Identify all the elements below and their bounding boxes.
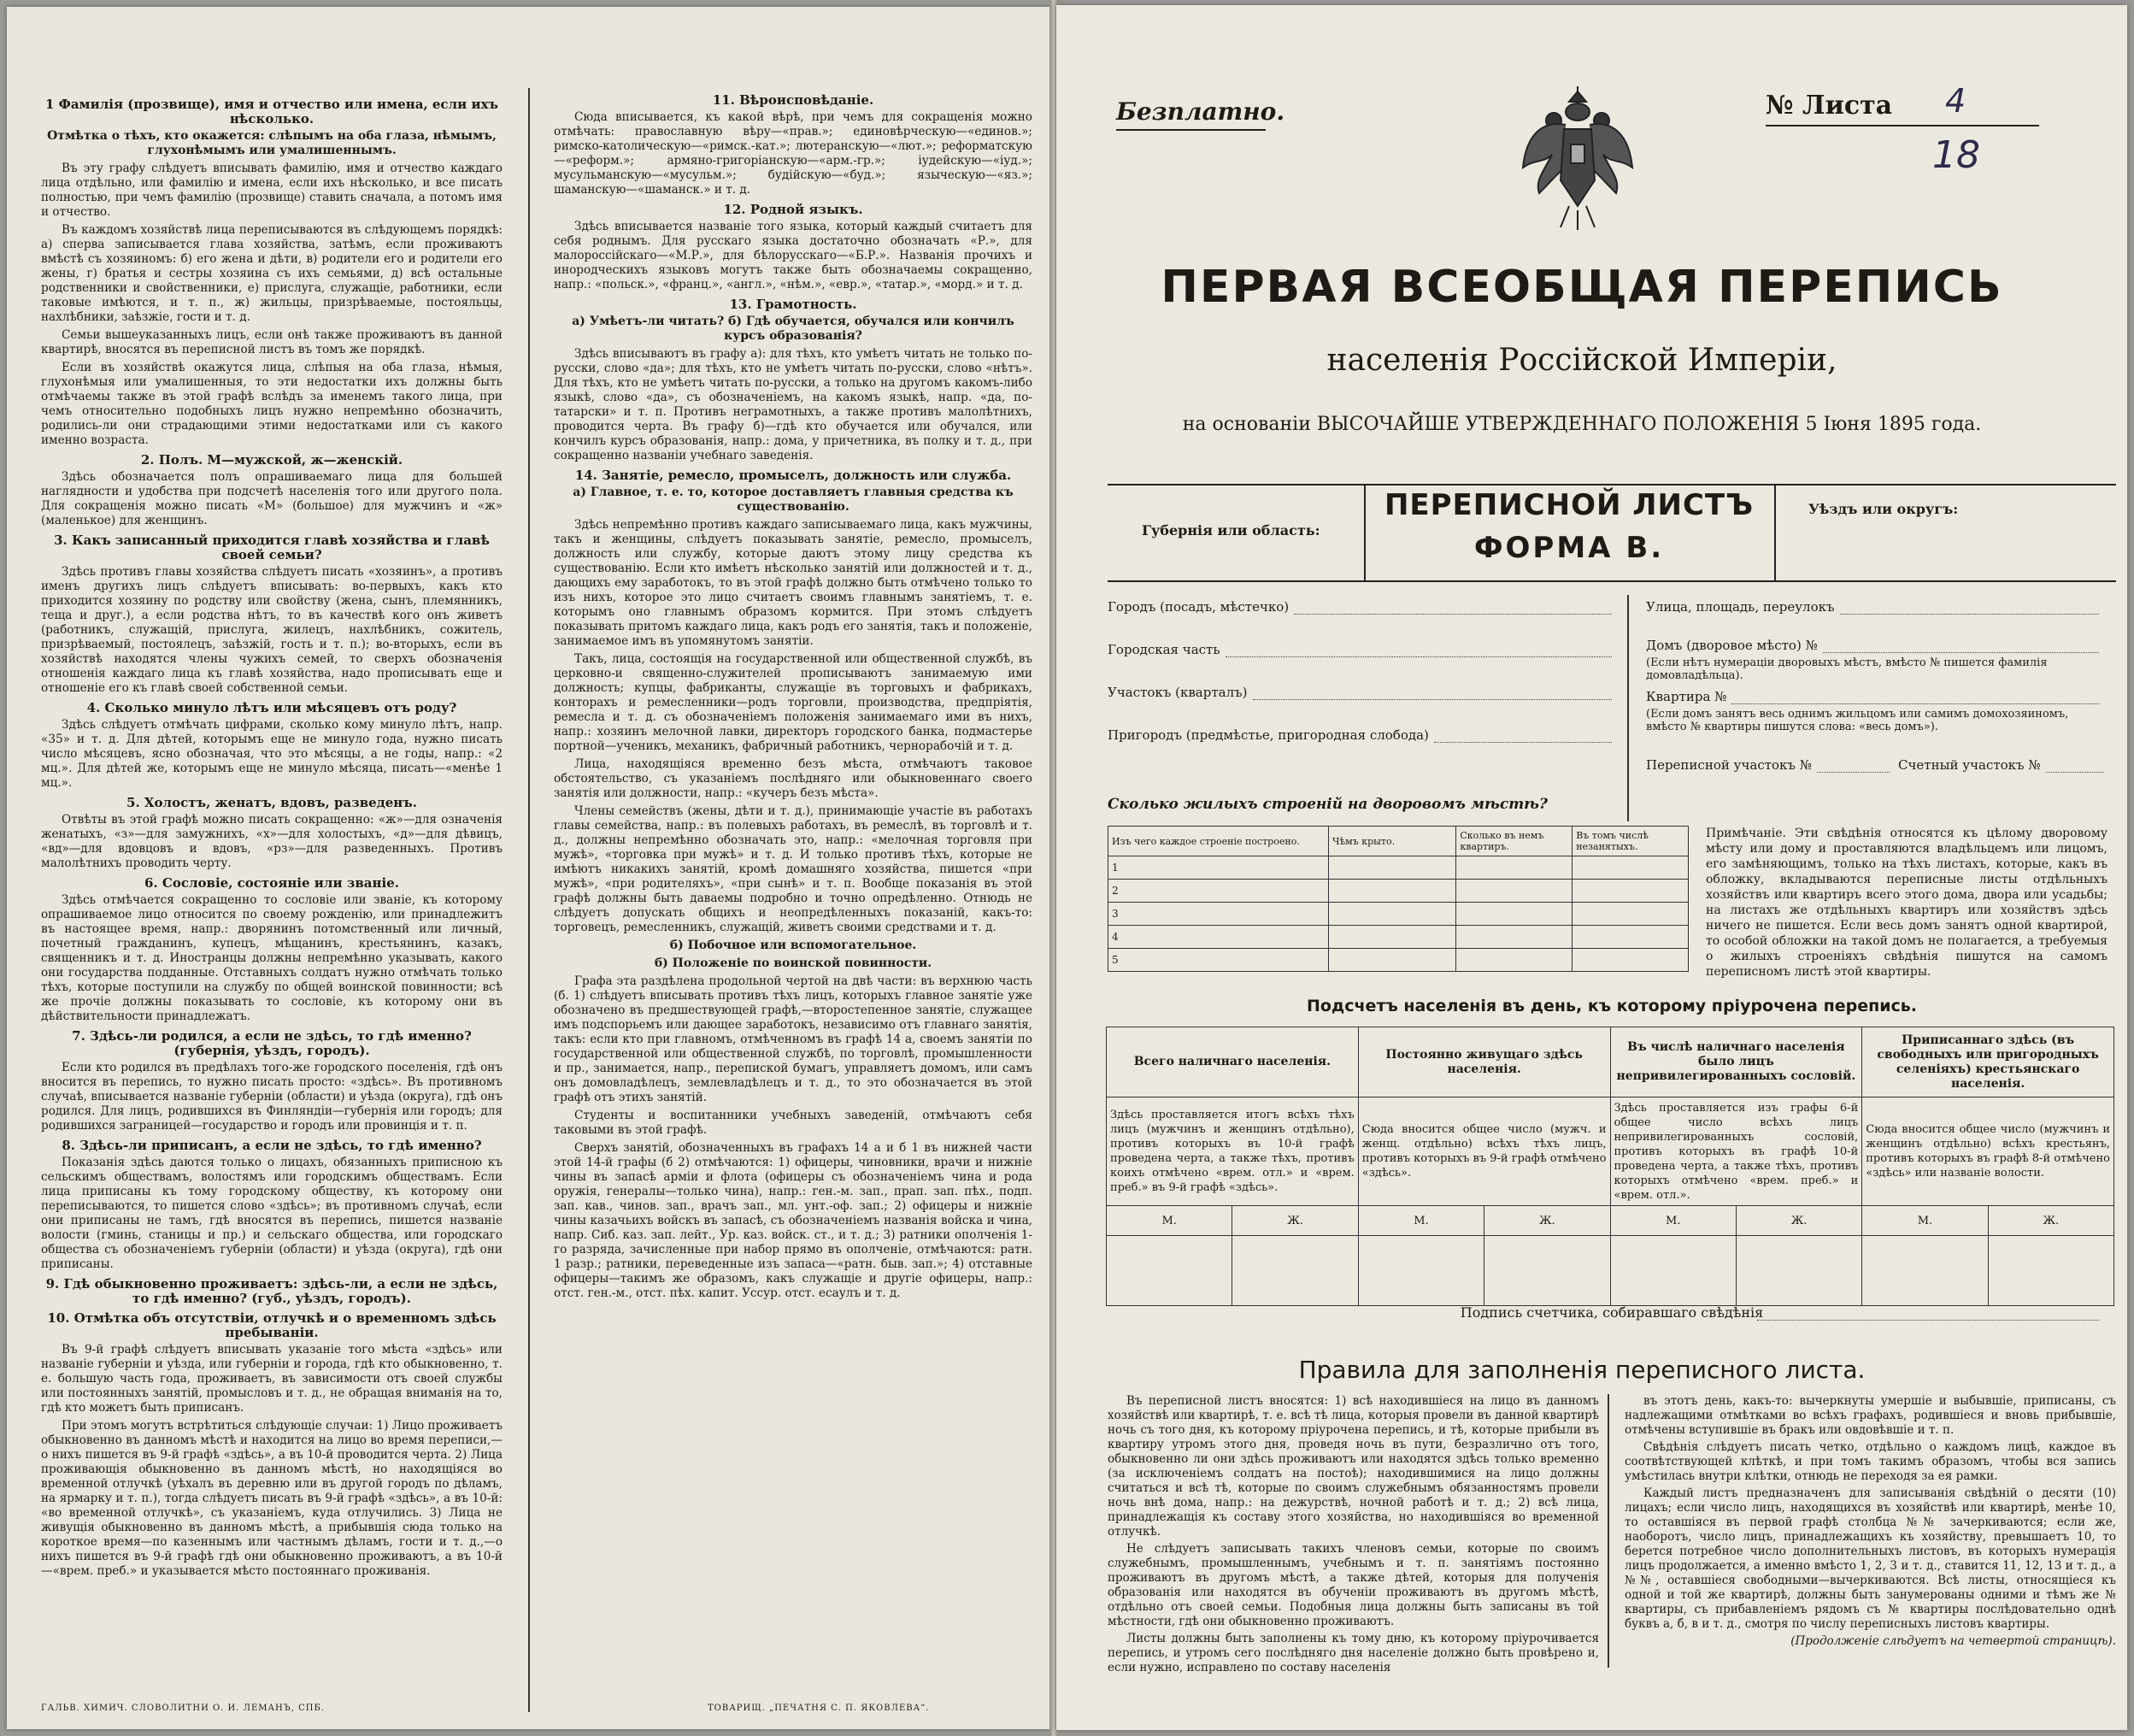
census-main-title: ПЕРВАЯ ВСЕОБЩАЯ ПЕРЕПИСЬ [1161,262,2003,313]
paragraph: Если кто родился въ предѣлахъ того-же городского поселенія, гдѣ онъ вносится въ перепись, то нужно писать просто: «здѣсь». Въ противномъ случаѣ, вписывается названіе губерніи (области) и уѣзда (округа), гдѣ онъ родился. Для лицъ, родившихся въ Финляндіи—губернія или городъ; для родившихся заграницей—государство и городъ или провинція и т. п. [41,1061,503,1133]
population-table [1106,1027,2114,1306]
apartment-note: (Если домъ занятъ весь однимъ жильцомъ или самимъ домохозяиномъ, вмѣсто № квартиры пишутся слова: «весь домъ»). [1646,708,2069,733]
pop-header-permanent: Постоянно живущаго здѣсь населенія. [1358,1027,1610,1098]
pop-value-cell[interactable] [1107,1236,1232,1306]
field-counting-precinct[interactable] [1898,757,2103,773]
paragraph: Сверхъ занятій, обозначенныхъ въ графахъ 14 а и б 1 въ нижней части этой 14-й графы (б 2) отмѣчаются: 1) офицеры, чиновники, врачи и нижніе чины въ запасѣ арміи и флота (офицеры съ обозначеніемъ чина и рода оружія, генералы—только чина), напр.: ген.-м. зап., прап. зап. пѣх., подп. зап. кав., чинов. зап., врачъ зап., мл. унт.-оф. зап.; 2) офицеры и нижніе чины казачьихъ войскъ въ запасѣ, съ обозначеніемъ названія войска и чина, напр. Сиб. каз. зап. лейт., Ур. каз. войск. ст., и т. д.; 3) ратники ополченія 1-го разряда, зачисленные при набор прямо въ ополченіе, отмѣчаются: ратн. 1 разр.; ратники, переведенные изъ запаса—«ратн. быв. зап.»; 4) отставные офицеры—такимъ же образомъ, какъ служащіе и другіе офицеры, напр.: отст. ген.-м., отст. пѣх. капит. Уссур. отст. есаулъ и т. д. [554,1141,1032,1300]
rule-paragraph: Не слѣдуетъ записывать такихъ членовъ семьи, которые по своимъ служебнымъ, промышленнымъ, учебнымъ и т. п. занятіямъ постоянно проживаютъ въ другомъ мѣстѣ, а также дѣтей, которыя для полученія образованія или находятся въ обученіи проживаютъ въ другомъ мѣстѣ, отдѣльно отъ своей семьи. Подобныя лица должны быть записаны въ той мѣстности, гдѣ они обыкновенно проживаютъ. [1108,1542,1599,1628]
table-row [1108,856,1689,880]
rule-paragraph: Листы должны быть заполнены къ тому дню, къ которому пріурочивается перепись, и утромъ сего послѣдняго дня населеніе должно быть провѣрено и, если нужно, исправлено по составу населенія [1108,1632,1599,1674]
handwritten-sheet-number: 4 [1945,82,1966,120]
pop-male-label: М. [1358,1206,1484,1236]
rules-divider [1608,1394,1609,1668]
paragraph: Отвѣты въ этой графѣ можно писать сокращенно: «ж»—для означенія женатыхъ, «з»—для замужнихъ, «х»—для холостыхъ, «д»—для дѣвицъ, «вд»—для вдовцовъ и вдовъ, «рз»—для разведенныхъ. Противъ малолѣтнихъ проводить черту. [41,813,503,870]
paragraph: Семьи вышеуказанныхъ лицъ, если онѣ также проживаютъ въ данной квартирѣ, вносятся въ переписной листъ въ томъ же порядкѣ. [41,328,503,356]
section-heading: 10. Отмѣтка объ отсутствіи, отлучкѣ и о временномъ здѣсь пребываніи. [47,1310,497,1340]
continued-note: (Продолженіе слѣдуетъ на четвертой страницѣ). [1790,1634,2116,1648]
section-heading: 1 Фамилія (прозвище), имя и отчество или имена, если ихъ нѣсколько. [44,97,499,127]
form-top-rule [1108,484,2116,485]
form-bottom-rule [1108,580,2116,582]
pop-value-cell[interactable] [1862,1236,1988,1306]
section-heading: 11. Вѣроисповѣданіе. [712,92,874,108]
form-header-block [1108,484,2116,582]
paragraph: При этомъ могутъ встрѣтиться слѣдующіе случаи: 1) Лицо проживаетъ обыкновенно въ данномъ мѣстѣ и находится на лицо во время переписи,—о нихъ пишется въ 9-й графѣ «здѣсь», а въ 10-й проводится черта. 2) Лица проживающія обыкновенно въ данномъ мѣстѣ, но находящіяся во временной отлучкѣ (уѣхалъ въ деревню или въ другой городъ по дѣламъ, на ярмарку и т. п.), тогда слѣдуетъ писать въ 9-й графѣ «здѣсь», а въ 10-й: «во временной отлучкѣ», съ указаніемъ, куда отлучились. 3) Лица не живущія обыкновенно въ данномъ мѣстѣ, а прибывшія сюда только на короткое время—по казеннымъ или частнымъ дѣламъ, гости и т. д.,—о нихъ пишется въ 9-й графѣ гдѣ они обыкновенно проживаютъ, а въ 10-й—«врем. преб.» и указывается мѣсто постояннаго проживанія. [41,1419,503,1578]
dwelling-cell[interactable] [1329,880,1456,903]
section-subheading: б) Побочное или вспомогательное. [669,939,917,952]
house-note: (Если нѣтъ нумераціи дворовыхъ мѣстъ, вмѣсто № пишется фамилія домовладѣльца). [1646,656,2048,682]
field-suburb[interactable] [1108,727,1612,743]
field-house-label: Домъ (дворовое мѣсто) № [1646,638,1818,653]
pop-header-unprivileged: Въ числѣ наличнаго населенія было лицъ непривилегированныхъ сословій. [1610,1027,1862,1098]
paragraph: Такъ, лица, состоящія на государственной или общественной службѣ, въ церковно-и священно-служителей прописываютъ занимаемую ими должность; купцы, фабриканты, служащіе въ торговыхъ и фабрикахъ, конторахъ и ремесленники—родъ торговли, производства, предпріятія, ремесла и т. д. съ обозначеніемъ положенія занимаемаго ими въ нихъ, напр.: хозяинъ мелочной лавки, директоръ городского банка, подмастерье портной—ученикъ, механикъ, фабричный работникъ, чернорабочій и т. д. [554,652,1032,753]
field-apartment[interactable] [1646,689,2099,704]
paragraph: Въ каждомъ хозяйствѣ лица переписываются въ слѣдующемъ порядкѣ: а) сперва записывается глава хозяйства, затѣмъ, если проживаютъ вмѣстѣ съ хозяиномъ: б) его жена и дѣти, в) родители его и родители его жены, г) братья и сестры хозяина съ ихъ семьями, д) всѣ остальные родственники и свойственники, е) прислуга, служащіе, работники, если таковые имѣются, и т. п., ж) жильцы, призрѣваемые, постояльцы, нахлѣбники, заѣзжіе, гости и т. д. [41,223,503,324]
left-page [7,7,1054,1729]
dwelling-row-number: 1 [1108,856,1329,880]
field-city-line[interactable] [1294,602,1612,615]
dwelling-cell[interactable] [1573,949,1689,972]
paragraph: Члены семействъ (жены, дѣти и т. д.), принимающіе участіе въ работахъ главы семейства, напр.: въ полевыхъ работахъ, въ ремеслѣ, въ торговлѣ и т. д., должны непремѣнно обозначать это, напр.: «мелочная торговля при мужѣ», «торговка при мужѣ» и т. д. И только противъ тѣхъ, которые не имѣютъ никакихъ занятій, кромѣ домашняго хозяйства, пишется «при мужѣ», «при родителяхъ», «при сынѣ» и т. п. Вообще показанія въ этой графѣ должны быть даваемы подробно и точно опредѣленно. Отнюдь не слѣдуетъ допускать общихъ и неопредѣленныхъ показаній, какъ-то: торговецъ, ремесленникъ, служащій, живетъ своими средствами и т. д. [554,804,1032,934]
rule-paragraph: Свѣдѣнія слѣдуетъ писать четко, отдѣльно о каждомъ лицѣ, каждое въ соотвѣтствующей клѣткѣ, и при томъ такимъ образомъ, чтобы вся запись умѣстилась внутри клѣтки, отнюдь не переходя за ея рамки. [1625,1440,2116,1483]
dwelling-cell[interactable] [1573,903,1689,926]
printer-imprint-left: ГАЛЬВ. ХИМИЧ. СЛОВОЛИТНИ О. И. ЛЕМАНЪ, СПБ. [41,1704,325,1713]
field-precinct[interactable] [1108,685,1612,700]
census-subtitle: населенія Россійской Имперіи, [1326,343,1837,378]
paragraph: Здѣсь вписываютъ въ графу а): для тѣхъ, кто умѣетъ читать не только по-русски, слово «да»; для тѣхъ, кто не умѣетъ читать по-русски, слово «нѣтъ». Для тѣхъ, кто не умѣетъ читать по-русски, а только на другомъ какомъ-либо языкѣ, слово «да», съ обозначеніемъ, на какомъ языкѣ, напр. «да, по-татарски» и т. п. Противъ неграмотныхъ, а также противъ малолѣтнихъ, проводится черта. Въ графу б)—гдѣ кто обучается или обучался, или кончилъ курсъ образованія, напр.: дома, у причетника, въ полку и т. д., при сокращенно названіи учебнаго заведенія. [554,347,1032,462]
section-subheading: б) Положеніе по воинской повинности. [654,956,932,970]
population-sex-row [1107,1206,2114,1236]
rule-paragraph: Въ переписной листъ вносятся: 1) всѣ находившіеся на лицо въ данномъ хозяйствѣ или квартирѣ, т. е. всѣ тѣ лица, которыя провели въ данной квартирѣ ночь съ того дня, къ которому пріурочена перепись, и тѣ, которые прибыли въ квартиру утромъ этого дня, проведя ночь въ пути, безразлично отъ того, обыкновенно ли они здѣсь проживаютъ или находятся здѣсь только временно (за исключеніемъ солдатъ на постоѣ); находившимися на лицо должны считаться и всѣ тѣ, которые по своимъ служебнымъ обязанностямъ провели ночь внѣ дома, напр.: на дежурствѣ, ночной работѣ и т. д.; 2) всѣ лица, принадлежащія къ составу этого хозяйства, но находившіяся во временной отлучкѣ. [1108,1394,1599,1539]
table-row [1108,880,1689,903]
section-heading: 12. Родной языкъ. [723,202,863,217]
pop-desc-unprivileged: Здѣсь проставляется изъ графы 6-й общее число всѣхъ лицъ непривилегированныхъ сословій, противъ которыхъ въ графѣ 10-й проведена черта, а также тѣхъ, противъ которыхъ отмѣчено «врем. преб.» и «врем. отл.». [1610,1098,1862,1206]
pop-value-cell[interactable] [1358,1236,1484,1306]
pop-male-label: М. [1107,1206,1232,1236]
census-sheet-title: ПЕРЕПИСНОЙ ЛИСТЪ [1384,488,1755,522]
free-underline [1116,129,1266,131]
dwelling-cell[interactable] [1573,880,1689,903]
address-divider [1627,595,1629,821]
rules-title: Правила для заполненія переписного листа. [1298,1356,1866,1384]
population-count-title: Подсчетъ населенія въ день, къ которому пріурочена перепись. [1306,997,1918,1015]
pop-value-cell[interactable] [1988,1236,2113,1306]
signature-line[interactable] [1757,1320,2099,1321]
pop-female-label: Ж. [1736,1206,1861,1236]
dwelling-cell[interactable] [1456,856,1573,880]
rule-paragraph: Каждый листъ предназначенъ для записыванія свѣдѣній о десяти (10) лицахъ; если число лицъ, находящихся въ хозяйствѣ или квартирѣ, менѣе 10, то оставшіяся въ первой графѣ столбца №№ зачеркиваются; если же, наоборотъ, число лицъ, принадлежащихъ къ хозяйству, превышаетъ 10, то берется потребное число дополнительныхъ листовъ, въ которыхъ нумерація лицъ продолжается, а именно вмѣсто 1, 2, 3 и т. д., ставится 11, 12, 13 и т. д., а №№, оставшіеся свободными—вычеркиваются. Всѣ листы, относящіеся къ одной и той же квартирѣ, должны быть занумерованы одними и тѣмъ же № квартиры, съ прибавленіемъ рядомъ съ № квартиры послѣдовательно однѣ буквъ а, б, в и т. д., смотря по числу переписныхъ листовъ квартиры. [1625,1486,2116,1631]
pop-value-cell[interactable] [1610,1236,1736,1306]
pop-value-cell[interactable] [1484,1236,1610,1306]
sheet-number-line [1766,125,2039,127]
dwelling-row-number: 2 [1108,880,1329,903]
paragraph: Сюда вписывается, къ какой вѣрѣ, при чемъ для сокращенія можно отмѣчать: православную вѣру—«прав.»; единовѣрческую—«единов.»; римско-католическую—«римск.-кат.»; лютеранскую—«лют.»; реформатскую—«реформ.»; армяно-григоріанскую—«арм.-гр.»; іудейскую—«іуд.»; мусульманскую—«мусульм.»; будійскую—«буд.»; языческую—«яз.»; шаманскую—«шаманск.» и т. д. [554,110,1032,197]
dwelling-cell[interactable] [1456,903,1573,926]
section-subheading: Отмѣтка о тѣхъ, кто окажется: слѣпымъ на оба глаза, нѣмымъ, глухонѣмымъ или умалишеннымъ. [47,129,497,157]
pop-value-cell[interactable] [1736,1236,1861,1306]
section-heading: 9. Гдѣ обыкновенно проживаетъ: здѣсь-ли, а если не здѣсь, то гдѣ именно? (губ., уѣздъ, городъ). [45,1276,498,1306]
dwelling-cell[interactable] [1329,856,1456,880]
rule-paragraph: въ этотъ день, какъ-то: вычеркнуты умершіе и выбывшіе, приписаны, съ надлежащими отмѣтками во всѣхъ графахъ, родившіеся и вновь прибывшіе, отмѣчены вступившіе въ бракъ или овдовѣвшіе и т. п. [1625,1394,2116,1437]
paragraph: Здѣсь отмѣчается сокращенно то сословіе или званіе, къ которому опрашиваемое лицо относится по своему рожденію, или принадлежитъ въ настоящее время, напр.: дворянинъ потомственный или личный, почетный гражданинъ, купецъ, мѣщанинъ, крестьянинъ, казакъ, священникъ и т. д. Иностранцы должны непремѣнно указывать, какого они государства подданные. Отставныхъ солдатъ нужно отмѣчать только тѣхъ, которые поступили на службу по общей воинской повинности; всѣ же прочіе должны показывать то сословіе, къ которому они въ дѣйствительности принадлежатъ. [41,893,503,1023]
paragraph: Здѣсь обозначается полъ опрашиваемаго лица для большей наглядности и удобства при подсчетѣ населенія того или другого пола. Для сокращенія можно писать «М» (большое) для мужчинъ и «ж» (маленькое) для женщинъ. [41,470,503,527]
field-apartment-line[interactable] [1731,691,2099,704]
dwelling-cell[interactable] [1329,903,1456,926]
field-apartment-label: Квартира № [1646,689,1727,704]
section-heading: 4. Сколько минуло лѣтъ или мѣсяцевъ отъ роду? [86,700,457,715]
dwellings-header-vacant: Въ томъ числѣ незанятыхъ. [1573,827,1689,856]
field-city-label: Городъ (посадъ, мѣстечко) [1108,599,1290,615]
dwelling-cell[interactable] [1573,856,1689,880]
dwellings-header-row [1108,827,1689,856]
paragraph: Если въ хозяйствѣ окажутся лица, слѣпыя на оба глаза, нѣмыя, глухонѣмыя или умалишенныя, то эти недостатки ихъ должны быть отмѣчаемы также въ этой графѣ вслѣдъ за именемъ такого лица, при чемъ относительно подобныхъ лицъ нужно непремѣнно обозначить, родились-ли они страдающими этими недостатками или съ какого именно возраста. [41,361,503,447]
table-row [1108,903,1689,926]
dwellings-note: Примѣчаніе. Эти свѣдѣнія относятся къ цѣлому дворовому мѣсту или дому и проставляются владѣльцемъ или лицомъ, его замѣняющимъ, только на тѣхъ листахъ, которые, какъ въ обложку, вкладываются переписные листы отдѣльныхъ хозяйствъ или квартиръ всего этого дома, двора или усадьбы; на листахъ же отдѣльныхъ квартиръ или хозяйствъ здѣсь ничего не пишется. Если весь домъ занятъ одной квартирой, то особой обложки на такой домъ не полагается, а требуемыя о жилыхъ строеніяхъ свѣдѣнія пишутся на самомъ переписномъ листѣ этой квартиры. [1706,827,2108,979]
rules-column-a [1108,1394,1599,1678]
paragraph: Здѣсь слѣдуетъ отмѣчать цифрами, сколько кому минуло лѣтъ, напр. «35» и т. д. Для дѣтей, которымъ еще не минуло года, нужно писать число мѣсяцевъ, ясно обозначая, что это мѣсяцы, а не годы, напр.: «2 мц.». Для дѣтей же, которымъ еще не минуло мѣсяца, писать—«менѣе 1 мц.». [41,718,503,790]
field-precinct-label: Участокъ (кварталъ) [1108,685,1248,700]
field-census-precinct-line[interactable] [1817,760,1890,773]
dwelling-row-number: 4 [1108,926,1329,949]
pop-desc-total: Здѣсь проставляется итогъ всѣхъ тѣхъ лицъ (мужчинъ и женщинъ отдѣльно), противъ которыхъ въ 10-й графѣ проведена черта, а также тѣхъ, противъ коихъ отмѣчено «врем. отл.» и «врем. преб.» въ 9-й графѣ «здѣсь». [1107,1098,1359,1206]
enumerator-signature-label: Подпись счетчика, собиравшаго свѣдѣнія [1460,1304,1764,1321]
county-label: Уѣздъ или округъ: [1808,501,1959,517]
dwelling-cell[interactable] [1456,880,1573,903]
pop-female-label: Ж. [1484,1206,1610,1236]
form-divider-right [1774,484,1776,582]
paragraph: Студенты и воспитанники учебныхъ заведеній, отмѣчаютъ себя таковыми въ этой графѣ. [554,1109,1032,1137]
section-subheading: а) Главное, т. е. то, которое доставляетъ главныя средства къ существованію. [573,485,1014,514]
column-divider [528,88,530,1712]
paragraph: Здѣсь противъ главы хозяйства слѣдуетъ писать «хозяинъ», а противъ именъ другихъ лицъ слѣдуетъ вписывать: во-первыхъ, какъ кто приходится хозяину по родству или свойству (жена, сынъ, племянникъ, теща и друг.), а если родства нѣтъ, то въ качествѣ кого онъ живетъ (работникъ, служащій, прислуга, жилецъ, нахлѣбникъ, сожитель, призрѣваемый, постоялецъ, заѣзжій, гость и т. п.); во-вторыхъ, если въ хозяйствѣ находятся члены чужихъ семей, то сверхъ обозначенія отношенія каждаго лица къ главѣ хозяйства, надо прописывать еще и отношеніе его къ главѣ своей собственной семьи. [41,565,503,695]
instructions-column-a [41,92,503,1582]
section-heading: 2. Полъ. М—мужской, ж—женскій. [140,452,403,468]
field-house[interactable] [1646,638,2099,653]
section-heading: 13. Грамотность. [729,297,857,312]
section-heading: 8. Здѣсь-ли приписанъ, а если не здѣсь, то гдѣ именно? [62,1138,482,1153]
sheet-number-label: № Листа [1766,91,1893,121]
field-house-line[interactable] [1823,640,2099,653]
pop-desc-permanent: Сюда вносится общее число (мужч. и женщ. отдѣльно) всѣхъ тѣхъ лицъ, противъ которыхъ въ 9-й графѣ отмѣчено «здѣсь». [1358,1098,1610,1206]
paragraph: Показанія здѣсь даются только о лицахъ, обязанныхъ приписною къ сельскимъ обществамъ, волостямъ или городскимъ обществамъ. Если лица приписаны къ тому городскому обществу, къ которому они переписываются, то пишется слово «здѣсь»; въ противномъ случаѣ, если они приписаны не тамъ, гдѣ вносятся въ перепись, пишется названіе волости (гминь, станицы и пр.) и сельскаго общества, или городскаго общества съ обозначеніемъ губерніи (области) и уѣзда (округа), гдѣ они приписаны. [41,1156,503,1271]
field-precinct-line[interactable] [1253,687,1613,700]
dwelling-cell[interactable] [1456,949,1573,972]
double-headed-eagle-emblem [1518,86,1637,232]
right-page [1056,5,2127,1730]
field-census-precinct[interactable] [1646,757,1890,773]
pop-male-label: М. [1862,1206,1988,1236]
dwelling-row-number: 3 [1108,903,1329,926]
section-heading: 6. Сословіе, состояніе или званіе. [144,875,399,891]
dwelling-row-number: 5 [1108,949,1329,972]
handwritten-annotation: 18 [1932,133,1980,177]
dwellings-header-material: Изъ чего каждое строеніе построено. [1108,827,1329,856]
pop-male-label: М. [1610,1206,1736,1236]
dwelling-cell[interactable] [1573,926,1689,949]
population-description-row [1107,1098,2114,1206]
dwelling-cell[interactable] [1329,926,1456,949]
pop-header-total: Всего наличнаго населенія. [1107,1027,1359,1098]
dwelling-cell[interactable] [1456,926,1573,949]
legal-basis: на основаніи ВЫСОЧАЙШЕ УТВЕРЖДЕННАГО ПОЛОЖЕНІЯ 5 Іюня 1895 года. [1182,414,1982,435]
section-heading: 14. Занятіе, ремесло, промыселъ, должность или служба. [574,468,1012,483]
section-heading: 3. Какъ записанный приходится главѣ хозяйства и главѣ своей семьи? [54,533,490,562]
paragraph: Графа эта раздѣлена продольной чертой на двѣ части: въ верхнюю часть (б. 1) слѣдуетъ вписывать противъ тѣхъ лицъ, которыхъ главное занятіе уже обозначено въ предшествующей графѣ,—второстепенное занятіе, служащее имъ подспорьемъ или дающее заработокъ, независимо отъ главнаго занятія, такъ: если кто при главномъ, отмѣченномъ въ графѣ 14 а, своемъ занятіи по государственной или общественной службѣ, по торговлѣ, промышленности и пр., занимается, напр., перепиской бумагъ, управляетъ домомъ, или самъ онъ домовладѣлецъ, землевладѣлецъ и т. д., то это обозначается въ этой графѣ отъ этихъ занятій. [554,974,1032,1104]
dwellings-table [1108,826,1689,972]
field-street[interactable] [1646,599,2099,615]
paragraph: Лица, находящіяся временно безъ мѣста, отмѣчаютъ таковое обстоятельство, съ указаніемъ послѣдняго или обыкновеннаго своего занятія или должности, напр.: «кучеръ безъ мѣста». [554,757,1032,800]
field-census-precinct-label: Переписной участокъ № [1646,757,1812,773]
pop-female-label: Ж. [1988,1206,2113,1236]
dwelling-cell[interactable] [1329,949,1456,972]
rules-column-b [1625,1394,2116,1651]
field-suburb-label: Пригородъ (предмѣстье, пригородная слобода) [1108,727,1429,743]
dwellings-header-roof: Чѣмъ крыто. [1329,827,1456,856]
table-row [1108,949,1689,972]
form-label: ФОРМА В. [1473,531,1665,565]
field-counting-precinct-label: Счетный участокъ № [1898,757,2041,773]
field-street-line[interactable] [1840,602,2099,615]
section-heading: 5. Холостъ, женатъ, вдовъ, разведенъ. [126,795,417,810]
field-city-district-line[interactable] [1226,644,1612,657]
paragraph: Здѣсь вписывается названіе того языка, который каждый считаетъ для себя роднымъ. Для русскаго языка достаточно обозначать «Р.», для малороссійскаго—«М.Р.», для бѣлорусскаго—«Б.Р.». Названія прочихъ и инородческихъ языковъ могутъ также быть обозначаемы сокращенно, напр.: «польск.», «франц.», «англ.», «нѣм.», «евр.», «татар.», «морд.» и т. д. [554,220,1032,291]
population-values-row [1107,1236,2114,1306]
paragraph: Въ 9-й графѣ слѣдуетъ вписывать указаніе того мѣста «здѣсь» или названіе губерніи и уѣзда, или губерніи и города, гдѣ кто обыкновенно, т. е. большую часть года, проживаетъ, въ зависимости отъ своей службы или постоянныхъ занятій, промысловъ и т. д., не обращая вниманія на то, гдѣ кто можетъ быть приписанъ. [41,1343,503,1415]
pop-header-peasants: Приписаннаго здѣсь (въ свободныхъ или пригородныхъ селеніяхъ) крестьянскаго населенія. [1862,1027,2114,1098]
field-suburb-line[interactable] [1434,730,1612,743]
field-city-district-label: Городская часть [1108,642,1220,657]
dwellings-header-apartments: Сколько въ немъ квартиръ. [1456,827,1573,856]
instructions-column-b [554,88,1032,1304]
pop-value-cell[interactable] [1232,1236,1358,1306]
province-label: Губернія или область: [1142,522,1320,538]
population-header-row [1107,1027,2114,1098]
dwellings-question: Сколько жилыхъ строеній на дворовомъ мѣстѣ? [1108,796,1548,813]
field-counting-precinct-line[interactable] [2046,760,2103,773]
pop-desc-peasants: Сюда вносится общее число (мужчинъ и женщинъ отдѣльно) всѣхъ крестьянъ, противъ которыхъ въ графѣ 8-й отмѣчено «здѣсь» или названіе волости. [1862,1098,2114,1206]
section-heading: 7. Здѣсь-ли родился, а если не здѣсь, то гдѣ именно? (губернія, уѣздъ, городъ). [72,1028,472,1058]
section-subheading: а) Умѣетъ-ли читать? б) Гдѣ обучается, обучался или кончилъ курсъ образованія? [572,315,1014,343]
paragraph: Здѣсь непремѣнно противъ каждаго записываемаго лица, какъ мужчины, такъ и женщины, слѣдуетъ показывать занятіе, ремесло, промыселъ, должность или службу, которые даютъ этому лицу средства къ существованію. Если кто имѣетъ нѣсколько занятій или должностей и т. д., дающихъ ему заработокъ, то въ этой графѣ должно быть отмѣчено только то изъ нихъ, которое это лицо считаетъ своимъ главнымъ занятіемъ, т. е. которымъ оно главнымъ образомъ кормится. При этомъ слѣдуетъ показывать притомъ каждаго лица, какъ родъ его занятія, такъ и положеніе, занимаемое имъ въ упомянутомъ занятіи. [554,518,1032,648]
field-city-district[interactable] [1108,642,1612,657]
paragraph: Въ эту графу слѣдуетъ вписывать фамилію, имя и отчество каждаго лица отдѣльно, или фамилію и имена, если ихъ нѣсколько, и все писать полностью, при чемъ фамилію (прозвище) ставить сначала, а потомъ имя и отчество. [41,162,503,219]
field-city[interactable] [1108,599,1612,615]
field-street-label: Улица, площадь, переулокъ [1646,599,1835,615]
pop-female-label: Ж. [1232,1206,1358,1236]
free-label: Безплатно. [1116,97,1285,126]
table-row [1108,926,1689,949]
printer-imprint-right: ТОВАРИЩ. „ПЕЧАТНЯ С. П. ЯКОВЛЕВА“. [708,1704,930,1713]
